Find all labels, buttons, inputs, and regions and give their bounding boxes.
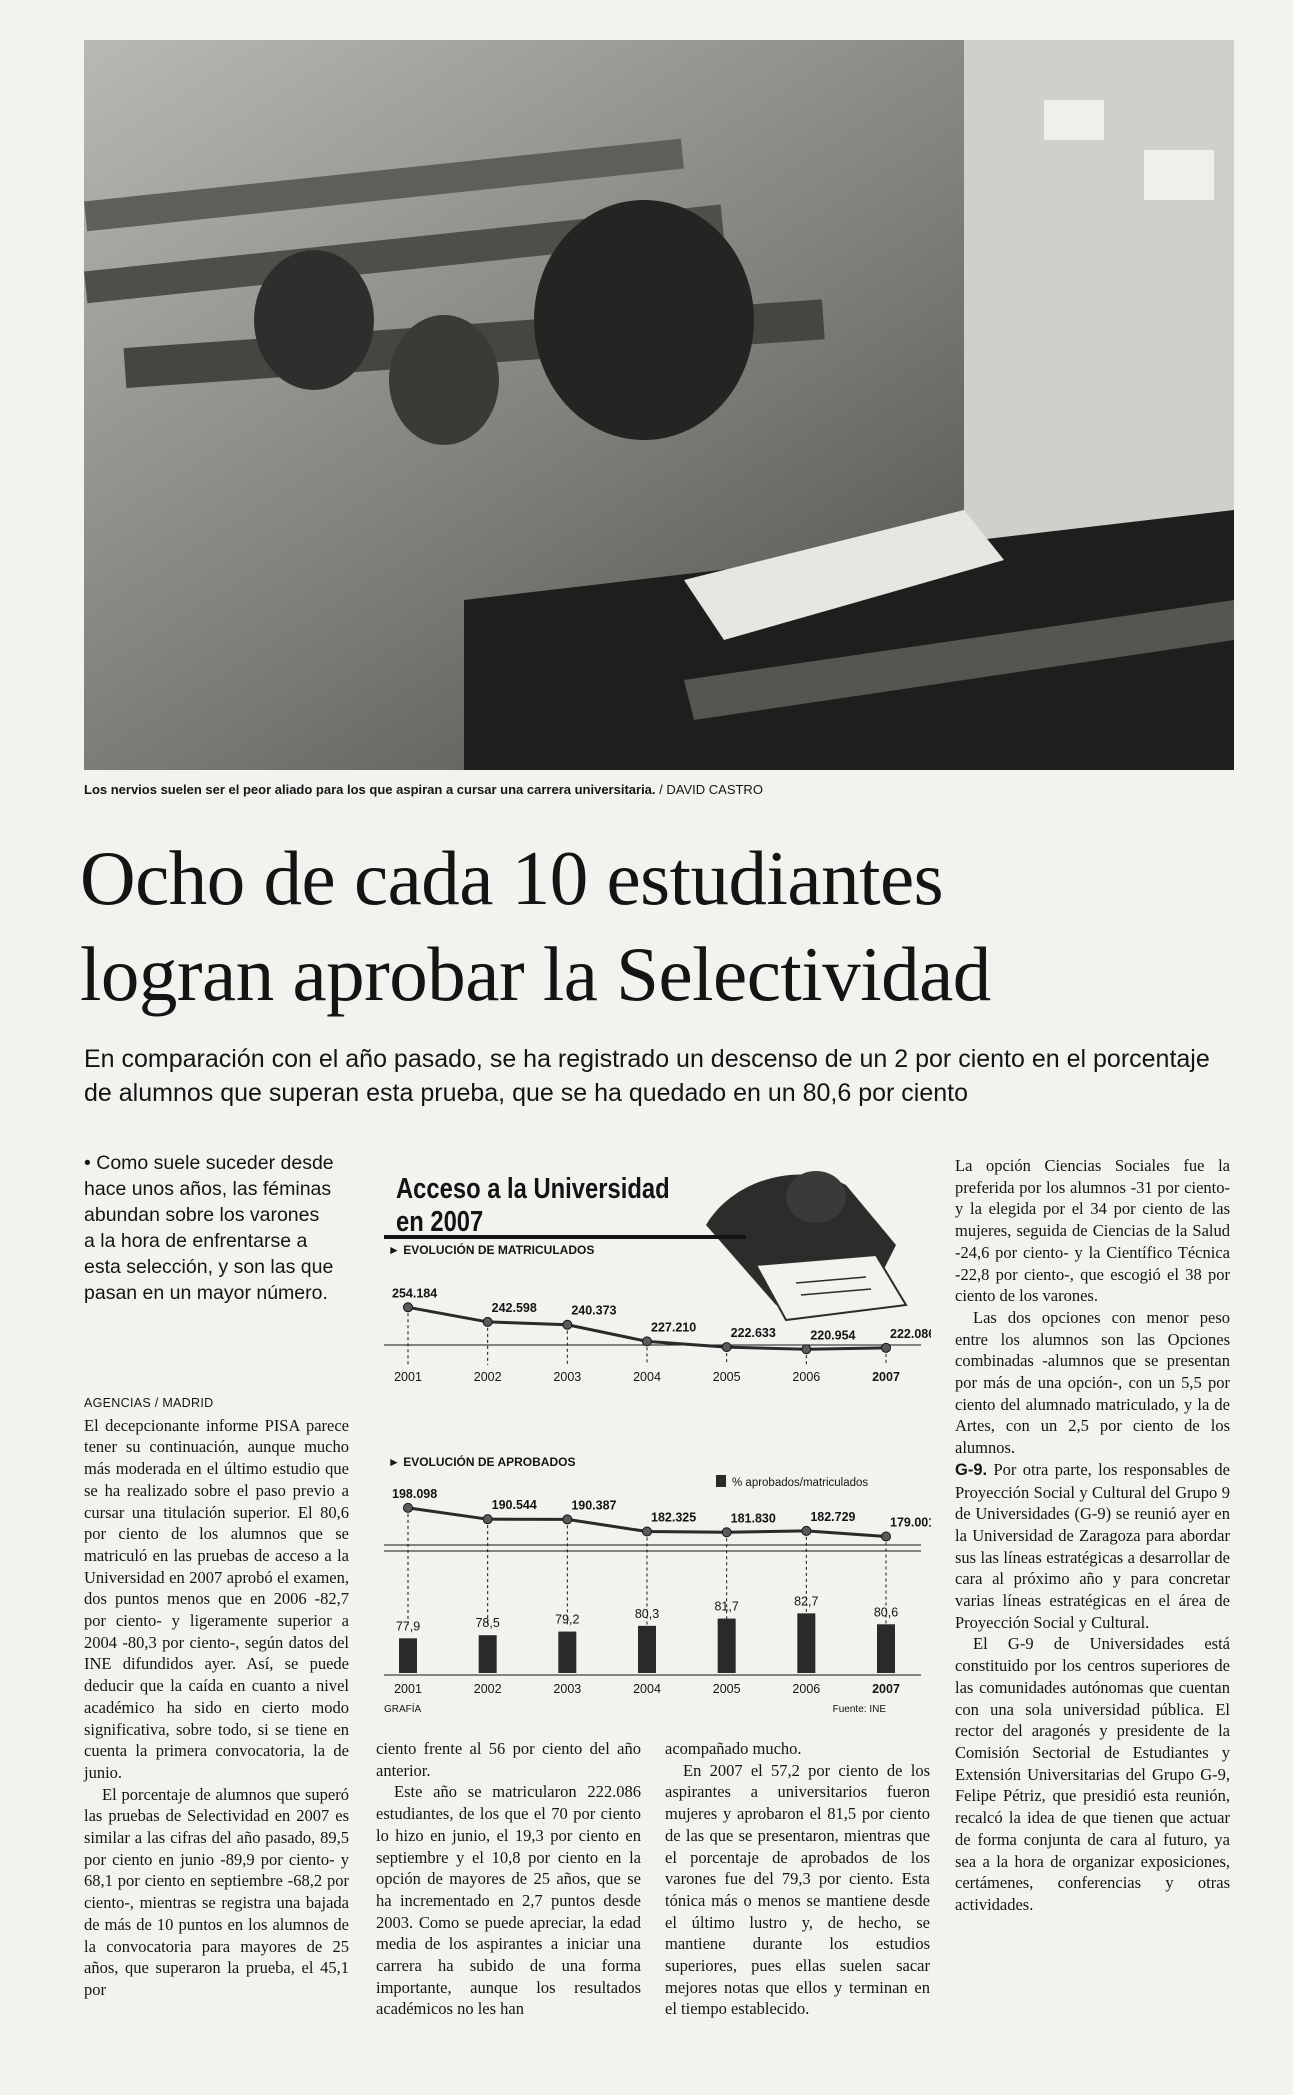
headline bbox=[80, 830, 1240, 1022]
data-label: 254.184 bbox=[392, 1286, 438, 1301]
subheadline: En comparación con el año pasado, se ha registrado un descenso de un 2 por ciento en el porcentaje de alumnos que superan esta prueba, que se ha quedado en un 80,6 por ciento bbox=[84, 1045, 1210, 1107]
x-tick-label: 2007 bbox=[872, 1682, 900, 1696]
x-tick-label: 2001 bbox=[394, 1682, 422, 1696]
bar-label: 79,2 bbox=[555, 1612, 580, 1627]
legend-swatch bbox=[716, 1475, 726, 1487]
photo-caption bbox=[84, 782, 1234, 804]
paragraph: En 2007 el 57,2 por ciento de los aspirantes a universitarios fueron mujeres y aprobaron el 81,5 por ciento de las que se presentaron, mientras que el porcentaje de aprobados de los varones fue del 79,3 por ciento. Esta tónica más o menos se mantiene desde el último lustro y, de hecho, se mantiene durante los estudios superiores, pues ellas suelen sacar mejores notas que ellos y terminan en el tiempo establecido. bbox=[665, 1760, 930, 2019]
bar-label: 81,7 bbox=[714, 1599, 739, 1614]
photo-credit: / DAVID CASTRO bbox=[659, 782, 763, 797]
data-point bbox=[882, 1343, 891, 1352]
bar-label: 82,7 bbox=[794, 1594, 819, 1609]
article-column-4 bbox=[955, 1155, 1230, 1916]
data-point bbox=[722, 1343, 731, 1352]
paragraph: Las dos opciones con menor peso entre los alumnos son las Opciones combinadas -alumnos que se presentan por más de una opción-, con un 5,5 por ciento del alumnado matriculado, y la de Artes, con un 2,5 por ciento de los alumnos. bbox=[955, 1307, 1230, 1458]
series-name: EVOLUCIÓN DE APROBADOS bbox=[403, 1455, 576, 1469]
bar-label: 78,5 bbox=[475, 1616, 500, 1631]
lecture-hall-photo bbox=[84, 40, 1234, 770]
data-label: 242.598 bbox=[491, 1300, 537, 1315]
x-tick-label: 2005 bbox=[712, 1682, 741, 1696]
caption-text: Los nervios suelen ser el peor aliado para los que aspiran a cursar una carrera universitaria. bbox=[84, 782, 656, 797]
data-point bbox=[643, 1527, 652, 1536]
bar bbox=[638, 1626, 656, 1673]
headline-line-1: Ocho de cada 10 estudiantes bbox=[80, 835, 944, 921]
x-tick-label: 2003 bbox=[553, 1682, 582, 1696]
data-point bbox=[404, 1303, 413, 1312]
article-column-1 bbox=[84, 1393, 349, 2001]
data-point bbox=[483, 1515, 492, 1524]
bar bbox=[479, 1635, 497, 1673]
x-tick-label: 2007 bbox=[872, 1370, 900, 1384]
article-column-2 bbox=[376, 1738, 641, 2020]
chart-title: Acceso a la Universidad en 2007 bbox=[396, 1173, 670, 1238]
paragraph: Este año se matricularon 222.086 estudiantes, de los que el 70 por ciento lo hizo en junio, el 19,3 por ciento en septiembre y el 10,8 por ciento en la opción de mayores de 25 años, que se ha incrementado en 2,7 puntos desde 2003. Como se puede apreciar, la edad media de los aspirantes a iniciar una carrera ha subido de una forma importante, aunque los resultados académicos no les han bbox=[376, 1782, 641, 2019]
data-point bbox=[404, 1503, 413, 1512]
data-point bbox=[722, 1528, 731, 1537]
bar-label: 77,9 bbox=[395, 1619, 421, 1634]
headline-line-2: logran aprobar la Selectividad bbox=[80, 931, 991, 1017]
data-label: 179.001 bbox=[890, 1515, 931, 1530]
bar-label: 80,3 bbox=[634, 1606, 660, 1621]
bar-label: 80,6 bbox=[873, 1605, 899, 1620]
chart-credit: GRAFÍA bbox=[384, 1704, 422, 1715]
article-column-3 bbox=[665, 1738, 930, 2020]
paragraph: El porcentaje de alumnos que superó las pruebas de Selectividad en 2007 es similar a las cifras del año pasado, 89,5 por ciento en junio -89,9 por ciento- y 68,1 por ciento en septiembre -68,2 por ciento-, mientras se registra una bajada de más de 10 puntos en los alumnos de la convocatoria para mayores de 25 años, que superaron la prueba, el 45,1 por bbox=[84, 1784, 349, 1999]
x-tick-label: 2004 bbox=[633, 1370, 661, 1384]
series-name: EVOLUCIÓN DE MATRICULADOS bbox=[403, 1243, 595, 1257]
paragraph bbox=[955, 1459, 1230, 1634]
data-point bbox=[882, 1532, 891, 1541]
data-label: 227.210 bbox=[651, 1320, 697, 1335]
data-label: 220.954 bbox=[810, 1328, 856, 1343]
data-label: 222.086 bbox=[890, 1326, 931, 1341]
legend-label: % aprobados/matriculados bbox=[732, 1477, 869, 1489]
byline: AGENCIAS / MADRID bbox=[84, 1396, 214, 1410]
chart-canvas bbox=[376, 1155, 931, 1723]
data-label: 198.098 bbox=[392, 1486, 438, 1501]
x-tick-label: 2005 bbox=[712, 1370, 741, 1384]
university-access-chart bbox=[376, 1155, 931, 1723]
pull-quote: • Como suele suceder desde hace unos años, las féminas abundan sobre los varones a la hora de enfrentarse a esta selección, y son las que pasan en un mayor número. bbox=[84, 1152, 334, 1304]
x-tick-label: 2002 bbox=[473, 1370, 502, 1384]
data-point bbox=[483, 1317, 492, 1326]
paragraph: La opción Ciencias Sociales fue la preferida por los alumnos -31 por ciento- y la elegida por el 34 por ciento de las mujeres, seguida de Ciencias de la Salud -24,6 por ciento- y la Científico Técnica -22,8 por ciento-, que escogió el 38 por ciento de los varones. bbox=[955, 1156, 1230, 1306]
x-tick-label: 2001 bbox=[394, 1370, 422, 1384]
paragraph-text: Por otra parte, los responsables de Proyección Social y Cultural del Grupo 9 de Universidades (G-9) se reunió ayer en la Universidad de Zaragoza para abordar sus las líneas estratégicas a desarrollar de cara al próximo año y para concretar varias líneas estratégicas en el área de Proyección Social y Cultural. bbox=[955, 1459, 1230, 1632]
series-label-matriculados: ► EVOLUCIÓN DE MATRICULADOS bbox=[388, 1243, 595, 1257]
data-label: 190.387 bbox=[571, 1498, 617, 1513]
x-tick-label: 2006 bbox=[792, 1370, 821, 1384]
chart-source: Fuente: INE bbox=[832, 1704, 886, 1715]
bar bbox=[797, 1613, 815, 1673]
x-tick-label: 2003 bbox=[553, 1370, 582, 1384]
bar bbox=[877, 1624, 895, 1673]
x-tick-label: 2004 bbox=[633, 1682, 661, 1696]
bar bbox=[399, 1638, 417, 1673]
paragraph: acompañado mucho. bbox=[665, 1739, 802, 1758]
data-label: 190.544 bbox=[491, 1498, 537, 1513]
student-illustration bbox=[706, 1171, 906, 1320]
paragraph: ciento frente al 56 por ciento del año anterior. bbox=[376, 1739, 641, 1780]
data-label: 240.373 bbox=[571, 1303, 617, 1318]
data-label: 181.830 bbox=[730, 1511, 776, 1526]
data-label: 182.325 bbox=[651, 1510, 697, 1525]
bar bbox=[558, 1632, 576, 1673]
bar bbox=[718, 1619, 736, 1673]
data-point bbox=[802, 1345, 811, 1354]
x-tick-label: 2006 bbox=[792, 1682, 821, 1696]
data-label: 222.633 bbox=[730, 1326, 776, 1341]
section-lead: G-9. bbox=[955, 1460, 988, 1479]
data-label: 182.729 bbox=[810, 1509, 856, 1524]
data-point bbox=[563, 1515, 572, 1524]
data-point bbox=[643, 1337, 652, 1346]
x-tick-label: 2002 bbox=[473, 1682, 502, 1696]
paragraph: El decepcionante informe PISA parece tener su continuación, aunque mucho más moderada en el último estudio que se ha realizado sobre el paso previo a cursar una titulación superior. El 80,6 por ciento de los alumnos que se matriculó en las pruebas de acceso a la Universidad en 2007 aprobó el examen, dos puntos menos que en 2006 -82,7 por ciento- y ligeramente superior a 2004 -80,3 por ciento-, según datos del INE difundidos ayer. Así, se puede deducir que la caída en cuanto a nivel académico ha sido en cierto modo significativa, sobre todo, si se tiene en cuenta la primera convocatoria, la de junio. bbox=[84, 1415, 349, 1782]
series-label-aprobados: ► EVOLUCIÓN DE APROBADOS bbox=[388, 1455, 576, 1469]
paragraph: El G-9 de Universidades está constituido por los centros superiores de las comunidades autónomas que cuentan con una sola universidad pública. El rector del aragonés y presidente de la Comisión Sectorial de Estudiantes y Extensión Universitarias del Grupo G-9, Felipe Pétriz, que presidió esta reunión, recalcó la idea de que tienen que actuar de forma conjunta de cara al futuro, ya sea a la hora de organizar exposiciones, certámenes, conferencias y otras actividades. bbox=[955, 1634, 1230, 1914]
data-point bbox=[802, 1526, 811, 1535]
data-point bbox=[563, 1320, 572, 1329]
